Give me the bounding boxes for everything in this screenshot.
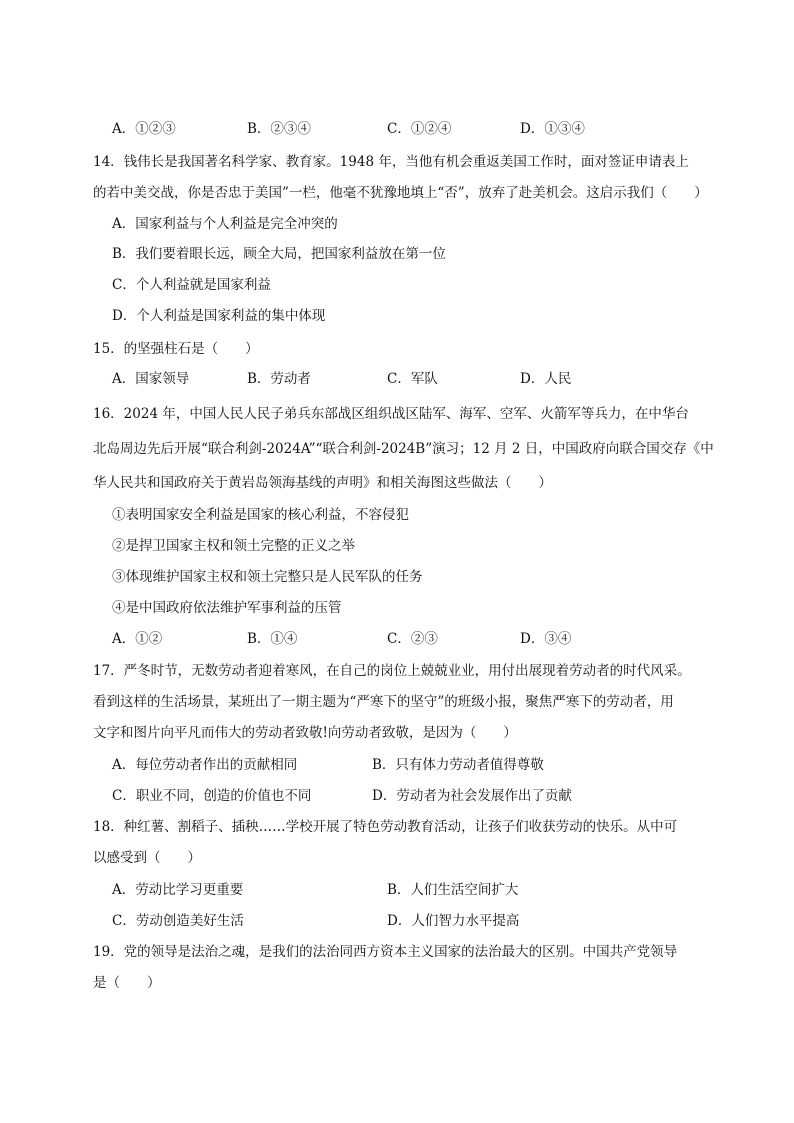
q16-stem-line-1: 16．2024 年，中国人民人民子弟兵东部战区组织战区陆军、海军、空军、火箭军等兵力，在中华台 xyxy=(93,406,689,422)
q16-stem-line-3: 华人民共和国政府关于黄岩岛领海基线的声明》和相关海图这些做法（ ） xyxy=(93,475,552,491)
q17-option-c[interactable]: C．职业不同，创造的价值也不同 xyxy=(112,788,312,804)
q17-stem-line-2: 看到这样的生活场景，某班出了一期主题为“严寒下的坚守”的班级小报，聚焦严寒下的劳动者，用 xyxy=(93,694,674,710)
q18-option-d[interactable]: D．人们智力水平提高 xyxy=(387,913,520,929)
q14-option-b[interactable]: B．我们要着眼长远，顾全大局，把国家利益放在第一位 xyxy=(112,246,446,262)
q17-option-b[interactable]: B．只有体力劳动者值得尊敬 xyxy=(372,757,544,773)
q17-stem-line-3: 文字和图片向平凡而伟大的劳动者致敬!向劳动者致敬，是因为（ ） xyxy=(93,725,517,741)
q16-option-a[interactable]: A．①② xyxy=(112,631,163,647)
q16-option-d[interactable]: D．③④ xyxy=(520,631,572,647)
q14-option-d[interactable]: D．个人利益是国家利益的集中体现 xyxy=(112,308,326,324)
q13-option-d[interactable]: D．①③④ xyxy=(520,121,585,137)
q16-option-c[interactable]: C．②③ xyxy=(387,631,438,647)
q16-statement-2: ②是捍卫国家主权和领土完整的正义之举 xyxy=(112,538,355,554)
q16-statement-1: ①表明国家安全利益是国家的核心利益，不容侵犯 xyxy=(112,507,409,523)
q15-option-d[interactable]: D．人民 xyxy=(520,371,572,387)
q13-option-c[interactable]: C．①②④ xyxy=(387,121,452,137)
q19-stem-line-1: 19．党的领导是法治之魂，是我们的法治同西方资本主义国家的法治最大的区别。中国共产党领导 xyxy=(93,944,678,960)
q17-option-a[interactable]: A．每位劳动者作出的贡献相同 xyxy=(112,757,298,773)
q18-stem-line-1: 18．种红薯、割稻子、插秧……学校开展了特色劳动教育活动，让孩子们收获劳动的快乐。从中可 xyxy=(93,819,678,835)
q16-statement-3: ③体现维护国家主权和领土完整只是人民军队的任务 xyxy=(112,569,423,585)
q18-stem-line-2: 以感受到（ ） xyxy=(93,850,201,866)
q16-statement-4: ④是中国政府依法维护军事利益的压管 xyxy=(112,600,342,616)
q14-option-a[interactable]: A．国家利益与个人利益是完全冲突的 xyxy=(112,216,338,232)
q17-stem-line-1: 17．严冬时节，无数劳动者迎着寒风，在自己的岗位上兢兢业业，用付出展现着劳动者的时代风采。 xyxy=(93,663,691,679)
q14-option-c[interactable]: C．个人利益就是国家利益 xyxy=(112,277,271,293)
q18-option-a[interactable]: A．劳动比学习更重要 xyxy=(112,882,244,898)
q14-stem-line-1: 14．钱伟长是我国著名科学家、教育家。1948 年，当他有机会重返美国工作时，面对签证申请表上 xyxy=(93,154,689,170)
q13-option-a[interactable]: A．①②③ xyxy=(112,121,176,137)
q15-option-c[interactable]: C．军队 xyxy=(387,371,438,387)
q15-option-b[interactable]: B．劳动者 xyxy=(247,371,311,387)
q19-stem-line-2: 是（ ） xyxy=(93,975,161,991)
q16-option-b[interactable]: B．①④ xyxy=(247,631,298,647)
q13-option-b[interactable]: B．②③④ xyxy=(247,121,311,137)
q18-option-c[interactable]: C．劳动创造美好生活 xyxy=(112,913,244,929)
q14-stem-line-2: 的若中美交战，你是否忠于美国”一栏，他毫不犹豫地填上“否”，放弃了赴美机会。这启示我们（ ） xyxy=(93,185,708,201)
q15-option-a[interactable]: A．国家领导 xyxy=(112,371,190,387)
q16-stem-line-2: 北岛周边先后开展“联合利剑-2024A”“联合利剑-2024B”演习；12 月 2 日，中国政府向联合国交存《中 xyxy=(93,441,714,457)
q17-option-d[interactable]: D．劳动者为社会发展作出了贡献 xyxy=(372,788,572,804)
q15-stem: 15．的坚强柱石是（ ） xyxy=(93,341,259,357)
q18-option-b[interactable]: B．人们生活空间扩大 xyxy=(387,882,519,898)
